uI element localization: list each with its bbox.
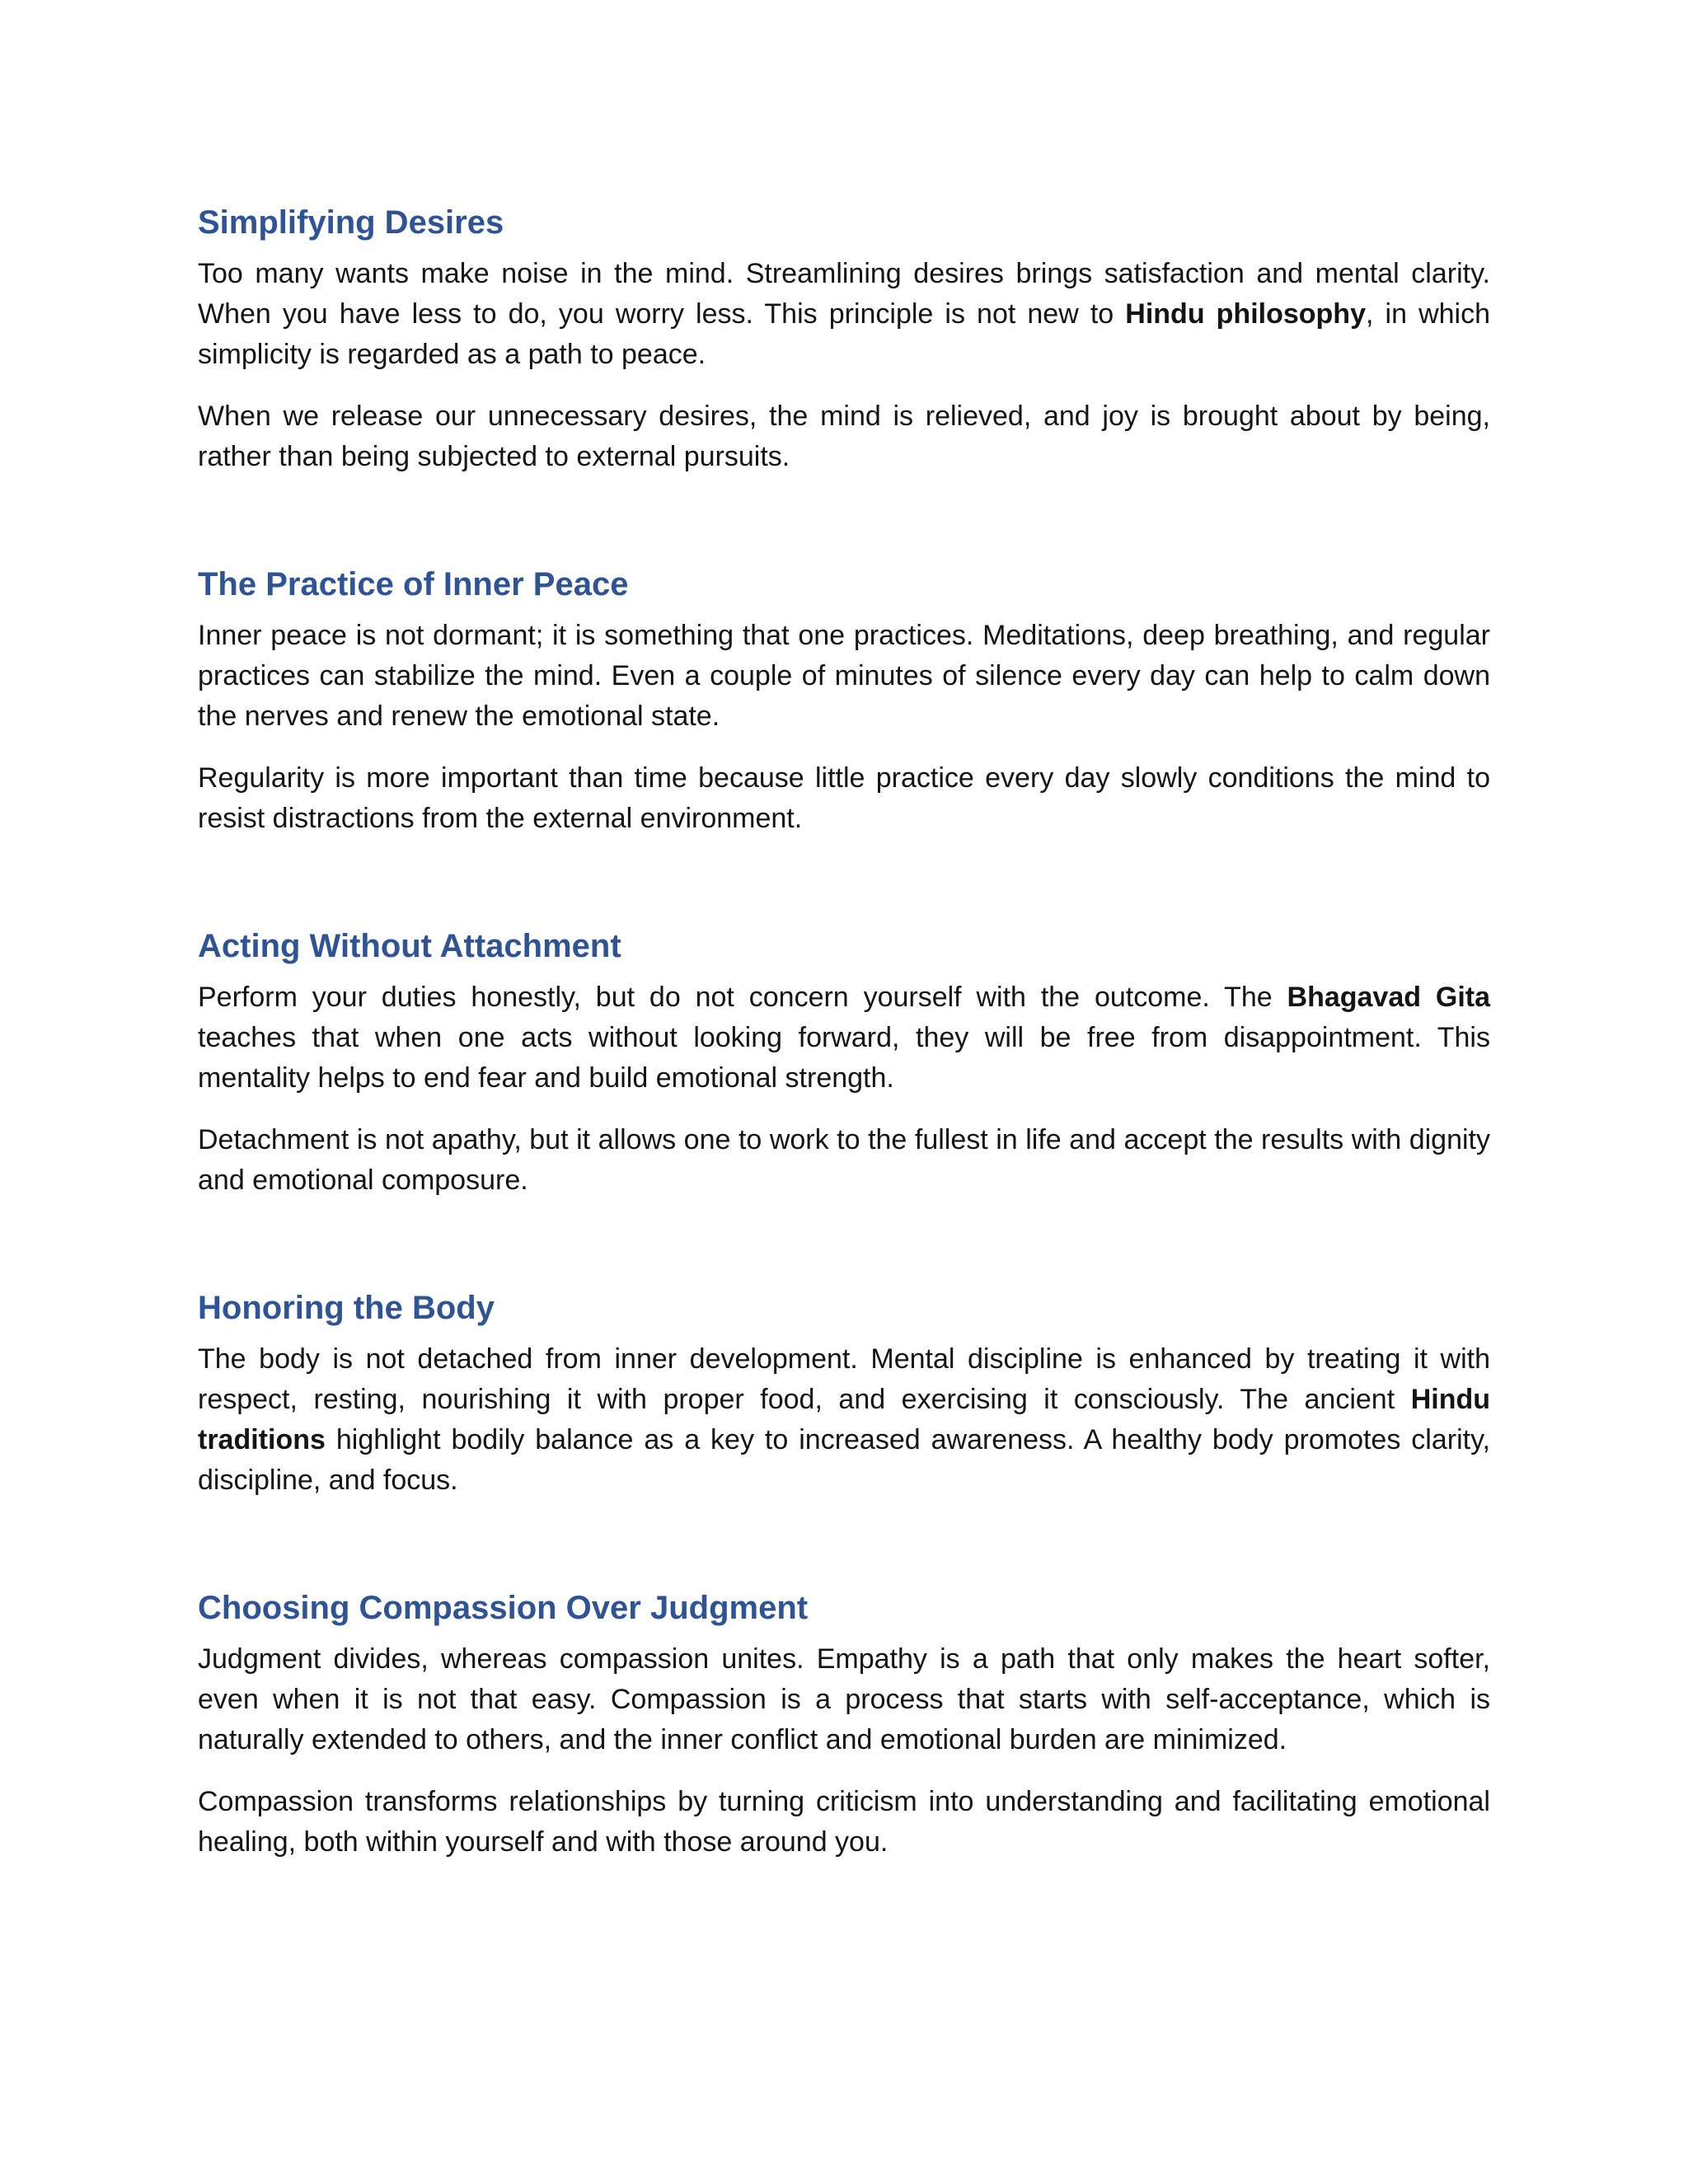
section-simplifying-desires xyxy=(198,201,1490,477)
paragraph-text: Regularity is more important than time because little practice every day slowly conditions the mind to resist distractions from the external environment. xyxy=(198,762,1490,834)
paragraph xyxy=(198,1782,1490,1863)
paragraph-text: Compassion transforms relationships by turning criticism into understanding and facilitating emotional healing, both within yourself and with those around you. xyxy=(198,1786,1490,1858)
bold-term: Hindu philosophy xyxy=(1125,298,1366,330)
section-heading: Simplifying Desires xyxy=(198,204,504,241)
paragraph-text: , in which simplicity is regarded as a path to peace. xyxy=(198,298,1490,370)
section-heading: Acting Without Attachment xyxy=(198,928,621,964)
bold-term: Hindu traditions xyxy=(198,1384,1490,1455)
paragraph-text: When we release our unnecessary desires, the mind is relieved, and joy is brought about by being, rather than being subjected to external pursuits. xyxy=(198,401,1490,472)
paragraph-text: Inner peace is not dormant; it is something that one practices. Meditations, deep breathing, and regular practices can stabilize the mind. Even a couple of minutes of silence every day can help to calm down the nerves and renew the emotional state. xyxy=(198,620,1490,732)
paragraph xyxy=(198,1120,1490,1201)
section-honoring-the-body xyxy=(198,1286,1490,1501)
section-heading: Honoring the Body xyxy=(198,1290,495,1326)
section-heading: Choosing Compassion Over Judgment xyxy=(198,1590,809,1626)
paragraph xyxy=(198,1639,1490,1760)
bold-term: Bhagavad Gita xyxy=(1287,982,1491,1013)
section-acting-without-attachment xyxy=(198,925,1490,1201)
paragraph-text: Judgment divides, whereas compassion unites. Empathy is a path that only makes the heart softer, even when it is not that easy. Compassion is a process that starts with self-acceptance, which is naturally extended to others, and the inner conflict and emotional burden are minimized. xyxy=(198,1643,1490,1755)
paragraph xyxy=(198,977,1490,1099)
section-practice-of-inner-peace xyxy=(198,563,1490,839)
paragraph xyxy=(198,616,1490,737)
document-page xyxy=(198,201,1490,1863)
paragraph-text: Detachment is not apathy, but it allows one to work to the fullest in life and accept the results with dignity and emotional composure. xyxy=(198,1124,1490,1196)
paragraph xyxy=(198,1339,1490,1501)
paragraph-text: highlight bodily balance as a key to increased awareness. A healthy body promotes clarity, discipline, and focus. xyxy=(198,1424,1490,1496)
section-heading: The Practice of Inner Peace xyxy=(198,566,629,602)
section-choosing-compassion xyxy=(198,1586,1490,1863)
paragraph-text: teaches that when one acts without looking forward, they will be free from disappointment. This mentality helps to end fear and build emotional strength. xyxy=(198,1022,1490,1094)
paragraph-text: Too many wants make noise in the mind. Streamlining desires brings satisfaction and mental clarity. When you have less to do, you worry less. This principle is not new to xyxy=(198,258,1490,330)
paragraph xyxy=(198,254,1490,375)
paragraph xyxy=(198,396,1490,477)
paragraph xyxy=(198,758,1490,839)
paragraph-text: Perform your duties honestly, but do not concern yourself with the outcome. The xyxy=(198,982,1287,1013)
paragraph-text: The body is not detached from inner development. Mental discipline is enhanced by treating it with respect, resting, nourishing it with proper food, and exercising it consciously. The ancient xyxy=(198,1343,1490,1415)
